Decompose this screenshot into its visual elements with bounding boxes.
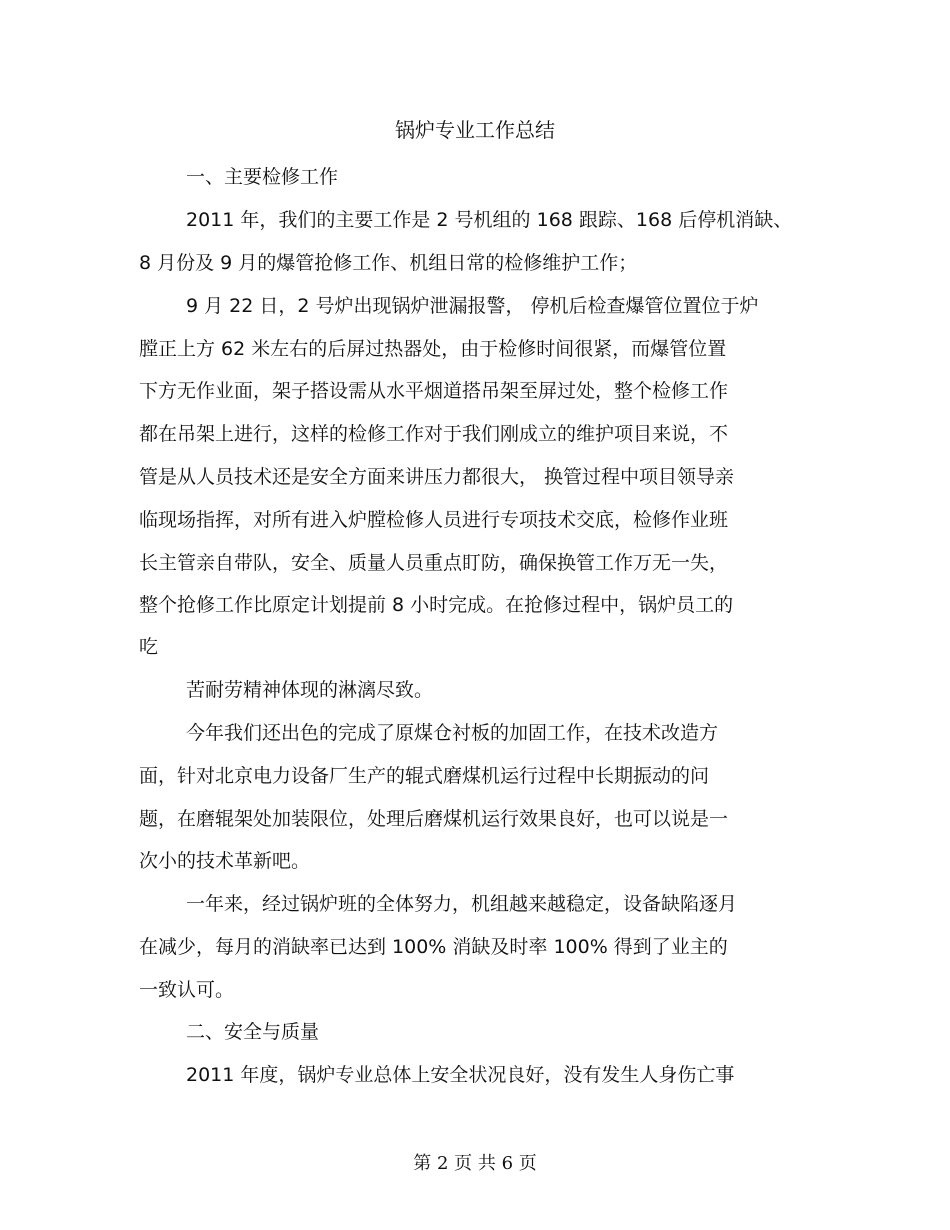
body-line: 今年我们还出色的完成了原煤仓衬板的加固工作，在技术改造方 [186, 722, 719, 744]
body-line: 次小的技术革新吧。 [139, 850, 311, 872]
body-line: 管是从人员技术还是安全方面来讲压力都很大， 换管过程中项目领导亲 [139, 466, 735, 488]
document-title: 锅炉专业工作总结 [395, 118, 555, 142]
body-line: 吃 [139, 636, 159, 658]
body-line: 下方无作业面，架子搭设需从水平烟道搭吊架至屏过处，整个检修工作 [139, 380, 729, 402]
body-line: 面，针对北京电力设备厂生产的辊式磨煤机运行过程中长期振动的问 [139, 765, 710, 787]
body-line: 在减少，每月的消缺率已达到 100% 消缺及时率 100% 得到了业主的 [139, 936, 728, 958]
body-line: 苦耐劳精神体现的淋漓尽致。 [186, 679, 434, 701]
section-heading-safety-quality: 二、安全与质量 [186, 1021, 320, 1043]
body-line: 一致认可。 [139, 979, 235, 1001]
body-line: 都在吊架上进行，这样的检修工作对于我们刚成立的维护项目来说，不 [139, 423, 729, 445]
body-line: 一年来，经过锅炉班的全体努力，机组越来越稳定，设备缺陷逐月 [186, 893, 738, 915]
body-line: 题，在磨辊架处加装限位，处理后磨煤机运行效果良好，也可以说是一 [139, 808, 729, 830]
body-line: 2011 年，我们的主要工作是 2 号机组的 168 跟踪、168 后停机消缺、 [186, 209, 793, 231]
body-line: 2011 年度，锅炉专业总体上安全状况良好，没有发生人身伤亡事 [186, 1064, 735, 1086]
body-line: 膛正上方 62 米左右的后屏过热器处，由于检修时间很紧，而爆管位置 [139, 338, 727, 360]
body-line: 整个抢修工作比原定计划提前 8 小时完成。在抢修过程中，锅炉员工的 [139, 594, 734, 616]
body-line: 长主管亲自带队，安全、质量人员重点盯防，确保换管工作万无一失， [139, 552, 729, 574]
page-number-footer: 第 2 页 共 6 页 [413, 1153, 537, 1174]
body-line: 9 月 22 日，2 号炉出现锅炉泄漏报警， 停机后检查爆管位置位于炉 [186, 295, 759, 317]
section-heading-maintenance: 一、主要检修工作 [186, 166, 339, 188]
body-line: 临现场指挥，对所有进入炉膛检修人员进行专项技术交底，检修作业班 [139, 509, 729, 531]
body-line: 8 月份及 9 月的爆管抢修工作、机组日常的检修维护工作； [139, 252, 638, 274]
